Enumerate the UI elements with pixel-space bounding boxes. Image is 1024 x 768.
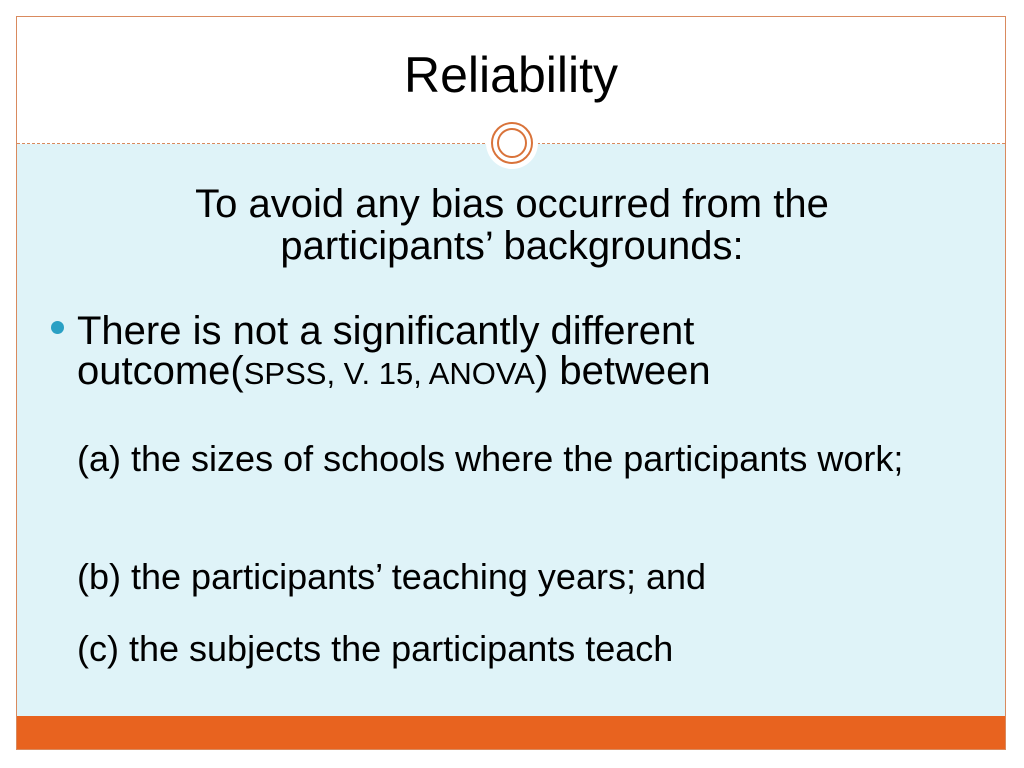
circle-ornament-icon [486,117,538,169]
bottom-accent-bar [17,716,1005,750]
ornament-outer-ring [491,122,533,164]
bullet-dot-icon [51,321,64,334]
ornament-inner-ring [497,128,527,158]
sub-item-b: (b) the participants’ teaching years; and [77,556,707,597]
bullet-text [77,311,957,394]
bullet-lead: There is not a significantly different outcome( [77,309,695,393]
intro-text: To avoid any bias occurred from the participants’ backgrounds: [195,182,829,268]
sub-item-c: (c) the subjects the participants teach [77,628,674,669]
slide [16,16,1006,750]
slide-title: Reliability [404,47,618,103]
bullet-tail: ) between [534,349,711,393]
sub-item-a: (a) the sizes of schools where the participants work; [77,438,904,479]
bullet-method: SPSS, V. 15, ANOVA [243,356,535,391]
